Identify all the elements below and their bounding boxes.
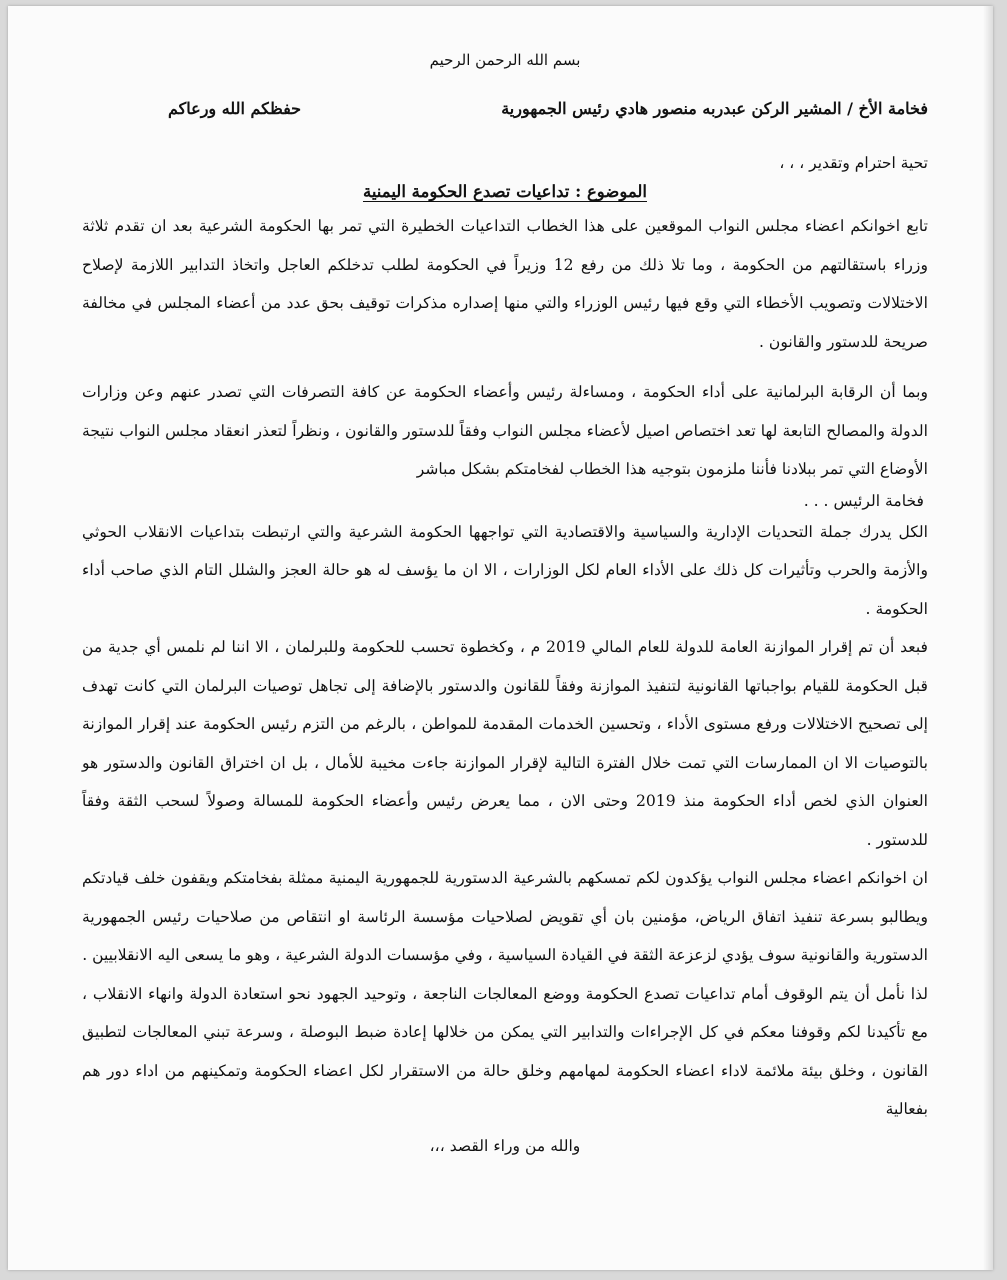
paragraph-1: تابع اخوانكم اعضاء مجلس النواب الموقعين على هذا الخطاب التداعيات الخطيرة التي تمر بها الحكومة الشرعية بعد ان تقدم ثلاثة وزراء باستقالتهم من الحكومة ، وما تلا ذلك من رفع 12 وزيراً في الحكومة لطلب تدخلكم العاجل واتخاذ التدابير اللازمة لإصلاح الاختلالات وتصويب الأخطاء التي وقع فيها رئيس الوزراء والتي منها إصداره مذكرات توقيف بحق عدد من أعضاء المجلس في مخالفة صريحة للدستور والقانون . [82,217,928,351]
subject-line [82,182,928,201]
letter-page [8,6,993,1270]
closing: والله من وراء القصد ،،، [429,1136,581,1155]
paragraph-5: ان اخوانكم اعضاء مجلس النواب يؤكدون لكم تمسكهم بالشرعية الدستورية للجمهورية اليمنية ممثلة بفخامتكم ويقفون خلف قيادتكم ويطالبو بسرعة تنفيذ اتفاق الرياض، مؤمنين بان أي تقويض لصلاحيات مؤسسة الرئاسة او انتقاص من صلاحيات رئيس الجمهورية الدستورية والقانونية سوف يؤدي لزعزعة الثقة في القيادة السياسية ، وفي مؤسسات الدولة الشرعية ، وهو ما يسعى اليه الانقلابيين . [82,869,928,964]
subject: الموضوع : تداعيات تصدع الحكومة اليمنية [362,182,647,201]
basmala: بسم الله الرحمن الرحيم [429,51,581,69]
paragraph-4: فبعد أن تم إقرار الموازنة العامة للدولة للعام المالي 2019 م ، وكخطوة تحسب للحكومة وللبرلمان ، الا اننا لم نلمس أي جدية من قبل الحكومة للقيام بواجباتها القانونية لتنفيذ الموازنة وفقاً للقانون والدستور بالإضافة إلى تجاهل توصيات البرلمان التي كانت تهدف إلى تصحيح الاختلالات ورفع مستوى الأداء ، وتحسين الخدمات المقدمة للمواطن ، بالرغم من التزم رئيس الحكومة عند إقرار الموازنة بالتوصيات الا ان الممارسات التي تمت خلال الفترة التالية لإقرار الموازنة جاءت مخيبة للأمال ، بل ان اختراق القانون والدستور هو العنوان الذي لخص أداء الحكومة منذ 2019 وحتى الان ، مما يعرض رئيس وأعضاء الحكومة للمسالة وصولاً لسحب الثقة وفقاً للدستور . [82,638,928,849]
recipient-line [82,99,928,118]
greeting: تحية احترام وتقدير ، ، ، [779,154,928,172]
recipient-title: فخامة الأخ / المشير الركن عبدربه منصور هادي رئيس الجمهورية [501,99,928,118]
paragraph-3: الكل يدرك جملة التحديات الإدارية والسياسية والاقتصادية التي تواجهها الحكومة الشرعية والتي ارتبطت بتداعيات الانقلاب الحوثي والأزمة والحرب وتأثيرات كل ذلك على الأداء العام لكل الوزارات ، الا ان ما يؤسف له هو حالة العجز والشلل التام الذي صاحب أداء الحكومة . [82,522,928,618]
recipient-blessing: حفظكم الله ورعاكم [168,99,302,118]
address-president: فخامة الرئيس . . . [803,491,924,510]
page-edge-shadow [983,6,993,1270]
paragraph-6: لذا نأمل أن يتم الوقوف أمام تداعيات تصدع الحكومة ووضع المعالجات الناجعة ، وتوحيد الجهود نحو استعادة الدولة وانهاء الانقلاب ، مع تأكيدنا لكم وقوفنا معكم في كل الإجراءات والتدابير التي يمكن من خلالها إعادة ضبط البوصلة ، وسرعة تبني المعالجات لتطبيق القانون ، وخلق بيئة ملائمة لاداء اعضاء الحكومة لمهامهم وخلق حالة من الاستقرار لكل اعضاء الحكومة وتمكينهم من اداء دور هم بفعالية [82,984,928,1118]
letter-body [82,51,928,1159]
paragraph-2: وبما أن الرقابة البرلمانية على أداء الحكومة ، ومساءلة رئيس وأعضاء الحكومة عن كافة التصرفات التي تصدر عنهم وعن وزارات الدولة والمصالح التابعة لها تعد اختصاص اصيل لأعضاء مجلس النواب وفقاً للدستور والقانون ، ونظراً لتعذر انعقاد مجلس النواب نتيجة الأوضاع التي تمر ببلادنا فأننا ملزمون بتوجيه هذا الخطاب لفخامتكم بشكل مباشر [82,383,928,478]
